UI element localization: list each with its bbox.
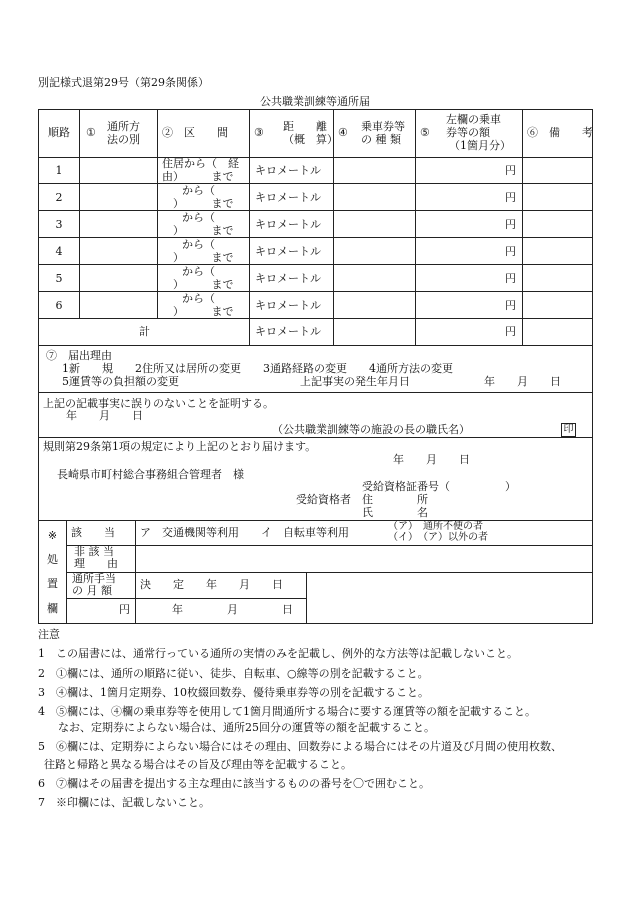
applicable-note-b: （イ） （ア）以外の者 [388, 532, 488, 543]
applicable-label: 該 当 [71, 526, 115, 539]
route-number: 2 [55, 191, 63, 204]
section-divider [38, 520, 593, 521]
note-item-4-cont: なお、定期券によらない場合は、通所25回分の運賃等の額を記載すること。 [58, 721, 435, 734]
col-divider [79, 109, 80, 319]
note-item-5-cont: 往路と帰路と異なる場合はその旨及び理由等を記載すること。 [44, 758, 352, 771]
proc-col-divider [306, 572, 307, 623]
col-header-distance-line1: 距 離 [283, 120, 327, 133]
allowance-label-line2: の 月 額 [72, 584, 112, 597]
row-divider [38, 264, 593, 265]
notes-heading: 注意 [38, 628, 60, 641]
row-divider [38, 237, 593, 238]
section-from: から（ [182, 211, 215, 224]
section-to: ） まで [173, 224, 234, 237]
col-header-section: ② 区 間 [162, 126, 228, 139]
col-divider [415, 109, 416, 345]
section-to: 由） まで [162, 170, 234, 183]
distance-unit: キロメートル [255, 164, 321, 177]
note-item-1: 1 この届書には、通常行っている通所の実情のみを記載し、例外的な方法等は記載しないこと。 [38, 647, 518, 660]
section-from: から（ [182, 265, 215, 278]
row-divider [38, 345, 593, 346]
col-header-ticket-line2: の 種 類 [361, 133, 401, 146]
certification-date: 年 月 日 [66, 409, 143, 422]
certification-statement: 上記の記載事実に誤りのないことを証明する。 [43, 397, 274, 410]
not-applicable-line1: 非 該 当 [74, 545, 114, 558]
col-header-method-line2: 法の別 [107, 133, 140, 146]
table-border-top [38, 109, 593, 110]
route-number: 1 [55, 164, 63, 177]
fare-unit: 円 [505, 299, 516, 312]
not-applicable-line2: 理 由 [74, 557, 118, 570]
distance-unit: キロメートル [255, 325, 321, 338]
distance-unit: キロメートル [255, 191, 321, 204]
recipient-cert-number: 受給資格証番号（ ） [362, 480, 516, 493]
fare-unit: 円 [505, 272, 516, 285]
section-from: から（ [182, 238, 215, 251]
row-divider [38, 210, 593, 211]
proc-row-divider [66, 545, 593, 546]
row-divider [38, 183, 593, 184]
decision-date: 決 定 年 月 日 [140, 578, 283, 591]
section-to: ） まで [173, 251, 234, 264]
note-item-4: 4 ⑤欄には、④欄の乗車券等を使用して1箇月間通所する場合に要する運賃等の額を記載すること。 [38, 705, 536, 718]
proc-label-4: 欄 [47, 602, 58, 615]
facility-head-label: （公共職業訓練等の施設の長の職氏名） [272, 423, 470, 436]
total-label: 計 [139, 325, 150, 338]
distance-unit: キロメートル [255, 245, 321, 258]
table-header-bottom [38, 157, 593, 158]
col-header-ticket-line1: 乗車券等 [361, 120, 405, 133]
col-divider [249, 109, 250, 345]
note-item-2: 2 ①欄には、通所の順路に従い、徒歩、自転車、○線等の別を記載すること。 [38, 667, 429, 680]
col-divider [522, 109, 523, 345]
fare-unit: 円 [505, 164, 516, 177]
route-number: 5 [55, 272, 63, 285]
route-number: 4 [55, 245, 63, 258]
form-title: 公共職業訓練等通所届 [260, 95, 370, 108]
reason-line1: 1新 規 2住所又は居所の変更 3通路経路の変更 4通所方法の変更 [62, 362, 453, 375]
section-to: ） まで [173, 278, 234, 291]
row-divider [38, 291, 593, 292]
col-header-fare-line1: 左欄の乗車 [446, 113, 501, 126]
table-border-bottom [38, 623, 593, 624]
distance-unit: キロメートル [255, 272, 321, 285]
section-from: から（ [182, 292, 215, 305]
col-header-method-num: ① [86, 126, 96, 139]
recipient-label: 受給資格者 [296, 493, 351, 506]
table-border-left [38, 109, 39, 623]
fare-unit: 円 [505, 218, 516, 231]
proc-label-1: ※ [47, 529, 58, 542]
distance-unit: キロメートル [255, 218, 321, 231]
fare-unit: 円 [505, 325, 516, 338]
col-header-fare-num: ⑤ [420, 126, 430, 139]
section-from: 住居から（ 経 [162, 157, 239, 170]
col-header-ticket-num: ④ [338, 126, 348, 139]
col-header-fare-line2: 券等の額 [446, 126, 490, 139]
route-number: 6 [55, 299, 63, 312]
col-header-method-line1: 通所方 [107, 120, 140, 133]
fare-unit: 円 [505, 191, 516, 204]
form-style-number: 別記様式退第29号（第29条関係） [38, 76, 209, 89]
col-header-fare-line3: （1箇月分） [449, 139, 511, 152]
distance-unit: キロメートル [255, 299, 321, 312]
occurrence-date-fields: 年 月 日 [484, 375, 561, 388]
section-from: から（ [182, 184, 215, 197]
note-item-5: 5 ⑥欄には、定期券によらない場合にはその理由、回数券による場合にはその片道及び月間の使用枚数、 [38, 740, 562, 753]
proc-label-2: 処 [47, 553, 58, 566]
applicable-options: ア 交通機関等利用 イ 自転車等利用 [140, 526, 349, 539]
proc-label-3: 置 [47, 577, 58, 590]
col-header-distance-num: ③ [254, 126, 264, 139]
row-divider [38, 318, 593, 319]
addressee: 長崎県市町村総合事務組合管理者 様 [57, 468, 244, 481]
recipient-name: 氏 名 [362, 506, 428, 519]
recipient-address: 住 所 [362, 493, 428, 506]
proc-row-divider [66, 598, 306, 599]
proc-row-divider [66, 572, 593, 573]
col-divider [157, 109, 158, 319]
allowance-date: 年 月 日 [172, 603, 293, 616]
seal-mark: 印 [561, 423, 576, 437]
note-item-3: 3 ④欄は、1箇月定期券、10枚綴回数券、優待乗車券等の別を記載すること。 [38, 686, 429, 699]
section-divider [38, 392, 593, 393]
reason-line2-option: 5運賃等の負担額の変更 [62, 375, 179, 388]
submission-statement: 規則第29条第1項の規定により上記のとおり届けます。 [43, 440, 317, 453]
allowance-yen: 円 [119, 603, 130, 616]
note-item-6: 6 ⑦欄はその届書を提出する主な理由に該当するものの番号を〇で囲むこと。 [38, 777, 430, 790]
section-to: ） まで [173, 197, 234, 210]
section-divider [38, 437, 593, 438]
note-item-7: 7 ※印欄には、記載しないこと。 [38, 796, 210, 809]
col-header-remarks: ⑥ 備 考 [527, 126, 593, 139]
col-header-distance-line2: （概 算） [283, 133, 338, 146]
section-to: ） まで [173, 305, 234, 318]
reason-heading: ⑦ 届出理由 [46, 349, 112, 362]
applicable-note-a: （ア） 通所不便の者 [388, 521, 483, 532]
occurrence-date-label: 上記事実の発生年月日 [300, 375, 410, 388]
allowance-label-line1: 通所手当 [72, 572, 116, 585]
fare-unit: 円 [505, 245, 516, 258]
submission-date: 年 月 日 [393, 453, 470, 466]
col-header-route: 順路 [48, 126, 70, 139]
route-number: 3 [55, 218, 63, 231]
